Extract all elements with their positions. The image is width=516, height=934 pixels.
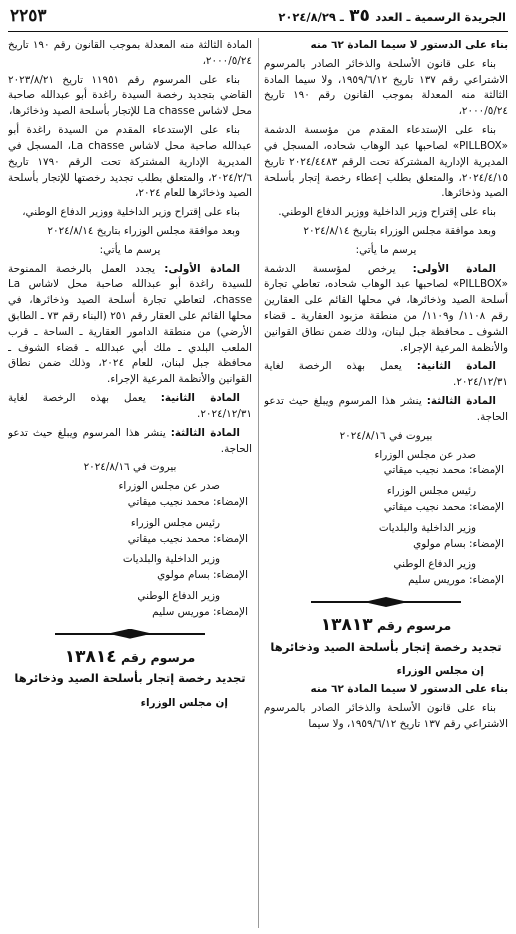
signature-block [8, 516, 252, 548]
issue-number: ٣٥ [349, 6, 370, 27]
section-divider [8, 626, 252, 642]
paragraph: بناء على إقتراح وزير الداخلية ووزير الدفاع الوطني. [278, 206, 496, 219]
signature-block [8, 479, 252, 511]
decree-title [8, 645, 252, 671]
divider-ornament [55, 633, 205, 635]
journal-title: الجريدة الرسمية ـ العدد [375, 10, 506, 25]
article-label: المادة الأولى: [412, 262, 496, 275]
signatory-signature: الإمضاء: محمد نجيب ميقاتي [127, 495, 248, 508]
article-2 [264, 359, 508, 391]
signatory-title: رئيس مجلس الوزراء [386, 485, 476, 498]
signature-block [8, 589, 252, 621]
page-number: ٢٢٥٣ [10, 6, 47, 27]
signatory-title: رئيس مجلس الوزراء [130, 516, 220, 529]
article-text: يرخص لمؤسسة الدشمة «PILLBOX» لصاحبها عبد الوهاب شحاده، تعاطي تجارة أسلحة الصيد وذخائرها، في محلها القائم على العقارين رقم ١١٠٨/ و١١٠٩/ من منطقة مزبود العقارية ـ قضاء الشوف ـ محافظة جبل لبنان، وذلك ضمن نطاق القوانين والأنظمة المرعية الإجراء. [264, 262, 508, 354]
two-column-body [8, 32, 508, 932]
article-2 [8, 391, 252, 423]
signature-block [264, 521, 508, 553]
paragraph: بناء على الإستدعاء المقدم من مؤسسة الدشمة «PILLBOX» لصاحبها عبد الوهاب شحاده، المسجل في المديرية الإدارية المشتركة تحت الرقم ٢٠٢٤/٤٤٨٣ تاريخ ٢٠٢٤/٤/١٥، والمتعلق بطلب إعطاء رخصة إتجار بأسلحة الصيد وذخائرها. [264, 124, 508, 200]
signature-block [264, 448, 508, 480]
signature-block [264, 484, 508, 516]
signatory-signature: الإمضاء: محمد نجيب ميقاتي [127, 532, 248, 545]
issue-date: ـ ٢٠٢٤/٨/٢٩ [278, 10, 344, 25]
place-date: بيروت في ٢٠٢٤/٨/١٦ [83, 461, 177, 474]
decree-title [264, 613, 508, 639]
article-text: ينشر هذا المرسوم ويبلغ حيث تدعو الحاجة. [264, 395, 508, 423]
signatory-title: وزير الدفاع الوطني [137, 590, 220, 602]
signatory-title: صدر عن مجلس الوزراء [374, 448, 476, 461]
decrees-line: يرسم ما يأتي: [355, 243, 417, 256]
article-label: المادة الثانية: [416, 360, 496, 373]
constitution-heading: بناء على الدستور لا سيما المادة ٦٢ منه [310, 683, 508, 696]
article-label: المادة الثالثة: [170, 426, 240, 439]
decrees-line: يرسم ما يأتي: [99, 243, 161, 256]
place-date: بيروت في ٢٠٢٤/٨/١٦ [339, 429, 433, 442]
decree-subject: تجديد رخصة إتجار بأسلحة الصيد وذخائرها [270, 639, 502, 654]
header-journal-info [278, 4, 506, 30]
column-divider [258, 38, 259, 928]
signatory-title: وزير الدفاع الوطني [393, 558, 476, 571]
section-divider [264, 594, 508, 610]
decree-subject: تجديد رخصة إتجار بأسلحة الصيد وذخائرها [14, 671, 246, 686]
signatory-signature: الإمضاء: موريس سليم [408, 574, 504, 587]
paragraph: بناء على إقتراح وزير الداخلية ووزير الدفاع الوطني، [22, 206, 240, 219]
signatory-title: صدر عن مجلس الوزراء [118, 480, 220, 493]
article-text: يعمل بهذه الرخصة لغاية ٢٠٢٤/١٢/٣١. [264, 360, 508, 389]
article-3 [264, 394, 508, 426]
divider-ornament [311, 601, 461, 603]
decree-label: مرسوم رقم [376, 618, 452, 633]
paragraph-continuation: المادة الثالثة منه المعدلة بموجب القانون رقم ١٩٠ تاريخ ٢٠٠٠/٥/٢٤، [8, 39, 252, 67]
signatory-signature: الإمضاء: محمد نجيب ميقاتي [383, 500, 504, 513]
paragraph: بناء على قانون الأسلحة والذخائر الصادر بالمرسوم الاشتراعي رقم ١٣٧ تاريخ ١٩٥٩/٦/١٢، ولا سيما المادة الثالثة منه المعدلة بموجب القانون رقم ١٩٠ تاريخ ٢٠٠٠/٥/٢٤، [264, 57, 508, 118]
left-column [8, 38, 252, 932]
cabinet-approval: وبعد موافقة مجلس الوزراء بتاريخ ٢٠٢٤/٨/١٤ [303, 224, 496, 237]
article-text: ينشر هذا المرسوم ويبلغ حيث تدعو الحاجة. [8, 426, 252, 455]
article-label: المادة الثالثة: [426, 395, 496, 408]
signatory-signature: الإمضاء: بسام مولوي [413, 537, 504, 550]
cabinet-approval: وبعد موافقة مجلس الوزراء بتاريخ ٢٠٢٤/٨/١٤ [47, 224, 240, 237]
article-label: المادة الأولى: [164, 262, 241, 275]
signature-block [8, 552, 252, 584]
decree-number: ١٣٨١٣ [320, 615, 373, 635]
article-3 [8, 426, 252, 458]
paragraph: بناء على قانون الأسلحة والذخائر الصادر بالمرسوم الاشتراعي رقم ١٣٧ تاريخ ١٩٥٩/٦/١٢، ولا سيما [264, 701, 508, 730]
signatory-signature: الإمضاء: محمد نجيب ميقاتي [383, 464, 504, 477]
article-text: يجدد العمل بالرخصة الممنوحة للسيدة راغدة أبو عبدالله صاحبة محل لاشاس La chasse، لتعاطي تجارة أسلحة الصيد وذخائرها، في محلها القائم على العقار رقم ٢٥١ (البناء رقم ٧٣ ـ الطابق الأرضي) من منطقة الدامور العقارية ـ الساحة ـ قرب الملعب البلدي ـ ملك أبي عبدالله ـ قضاء الشوف ـ محافظة جبل لبنان، للعام ٢٠٢٤، وذلك ضمن نطاق القوانين والأنظمة المرعية الإجراء. [8, 262, 252, 386]
article-text: يعمل بهذه الرخصة لغاية ٢٠٢٤/١٢/٣١. [8, 392, 252, 420]
signature-block [264, 557, 508, 589]
decree-issuer: إن مجلس الوزراء [140, 696, 228, 709]
signatory-signature: الإمضاء: بسام مولوي [157, 569, 248, 582]
article-1 [8, 262, 252, 389]
decree-label: مرسوم رقم [120, 649, 196, 665]
signatory-title: وزير الداخلية والبلديات [378, 521, 476, 534]
right-column [264, 38, 508, 932]
article-label: المادة الثانية: [160, 392, 240, 405]
page-header [8, 6, 508, 32]
paragraph: بناء على المرسوم رقم ١١٩٥١ تاريخ ٢٠٢٣/٨/٢١ القاضي بتجديد رخصة السيدة راغدة أبو عبدالله صاحبة محل لاشاس La chasse للإتجار بأسلحة الصيد وذخائرها، [8, 73, 252, 118]
paragraph: بناء على الإستدعاء المقدم من السيدة راغدة أبو عبدالله صاحبة محل لاشاس La chasse، المسجل في المديرية الإدارية المشتركة تحت الرقم ١٧٩٠ تاريخ ٢٠٢٤/٢/٦، والمتعلق بطلب تجديد رخصتها للإتجار بأسلحة الصيد وذخائرها للعام ٢٠٢٤، [8, 124, 252, 200]
article-1 [264, 262, 508, 357]
decree-issuer: إن مجلس الوزراء [396, 665, 484, 678]
constitution-heading: بناء على الدستور لا سيما المادة ٦٢ منه [310, 39, 508, 51]
signatory-signature: الإمضاء: موريس سليم [152, 605, 248, 618]
decree-number: ١٣٨١٤ [64, 646, 117, 667]
signatory-title: وزير الداخلية والبلديات [122, 553, 220, 566]
